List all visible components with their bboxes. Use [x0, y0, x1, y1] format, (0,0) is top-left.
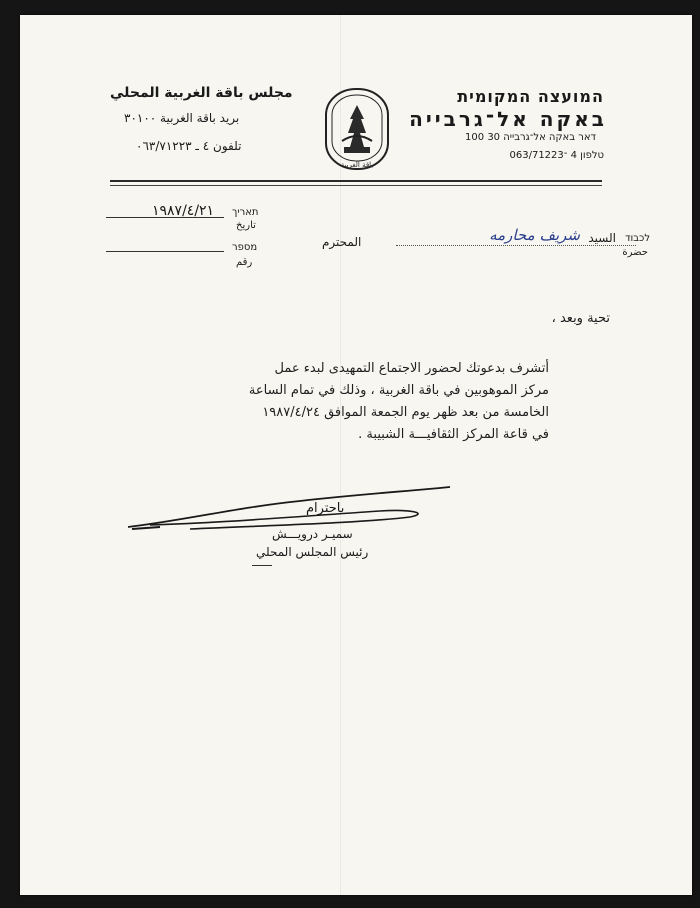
- recipient-line: [396, 245, 636, 246]
- letterhead-arabic-line2: بريد باقة الغربية ٣٠١٠٠: [124, 111, 240, 125]
- letterhead-hebrew-line1: המועצה המקומית: [457, 87, 604, 106]
- letterhead-hebrew-address: דאר באקה אל־גרבייה 30 100: [465, 132, 596, 143]
- number-label-ar: رقم: [236, 257, 253, 268]
- greeting: تحية وبعد ،: [551, 311, 610, 326]
- signer-title: رئيس المجلس المحلي: [256, 545, 369, 559]
- recipient-honorific: المحترم: [322, 235, 362, 249]
- body-line-4: في قاعة المركز الثقافيـــة الشبيبة .: [358, 427, 549, 442]
- closing-regards: باحترام: [306, 501, 345, 516]
- body-line-2: مركز الموهوبين في باقة الغربية ، وذلك في تمام الساعة: [248, 383, 549, 398]
- letter-page: [20, 15, 692, 895]
- date-label-ar: تاريخ: [236, 220, 256, 231]
- recipient-label-ar: حضرة: [622, 247, 648, 258]
- body-line-1: أتشرف بدعوتك لحضور الاجتماع التمهيدى لبدء عمل: [274, 361, 549, 376]
- recipient-prefix: السيد: [588, 231, 616, 245]
- letterhead-hebrew-phone: טלפון 4 ־063/71223: [509, 150, 604, 161]
- svg-text:باقة الغربية: باقة الغربية: [340, 161, 374, 169]
- date-value: ١٩٨٧/٤/٢١: [152, 203, 215, 219]
- recipient-label-he: לכבוד: [625, 233, 650, 244]
- letterhead-arabic-phone: تلفون ٤ ـ ٠٦٣/٧١٢٢٣: [136, 139, 242, 153]
- header-rule-top: [110, 180, 602, 182]
- body-line-3: الخامسة من بعد ظهر يوم الجمعة الموافق ١٩٨٧/٤/٢٤: [262, 405, 549, 420]
- number-label-he: מספר: [232, 242, 258, 253]
- signature-dash: [252, 565, 272, 566]
- letterhead-hebrew-line2: באקה אל־גרבייה: [409, 107, 607, 131]
- header-rule-bottom: [110, 185, 602, 186]
- date-line: [106, 217, 224, 218]
- recipient-name-handwritten: شريف محارمه: [489, 226, 580, 244]
- letterhead-arabic-line1: مجلس باقة الغربية المحلي: [110, 85, 293, 101]
- date-label-he: תאריך: [232, 207, 259, 218]
- signer-name: سميـر درويـــش: [272, 527, 353, 541]
- council-seal-icon: [320, 83, 394, 175]
- number-line: [106, 251, 224, 252]
